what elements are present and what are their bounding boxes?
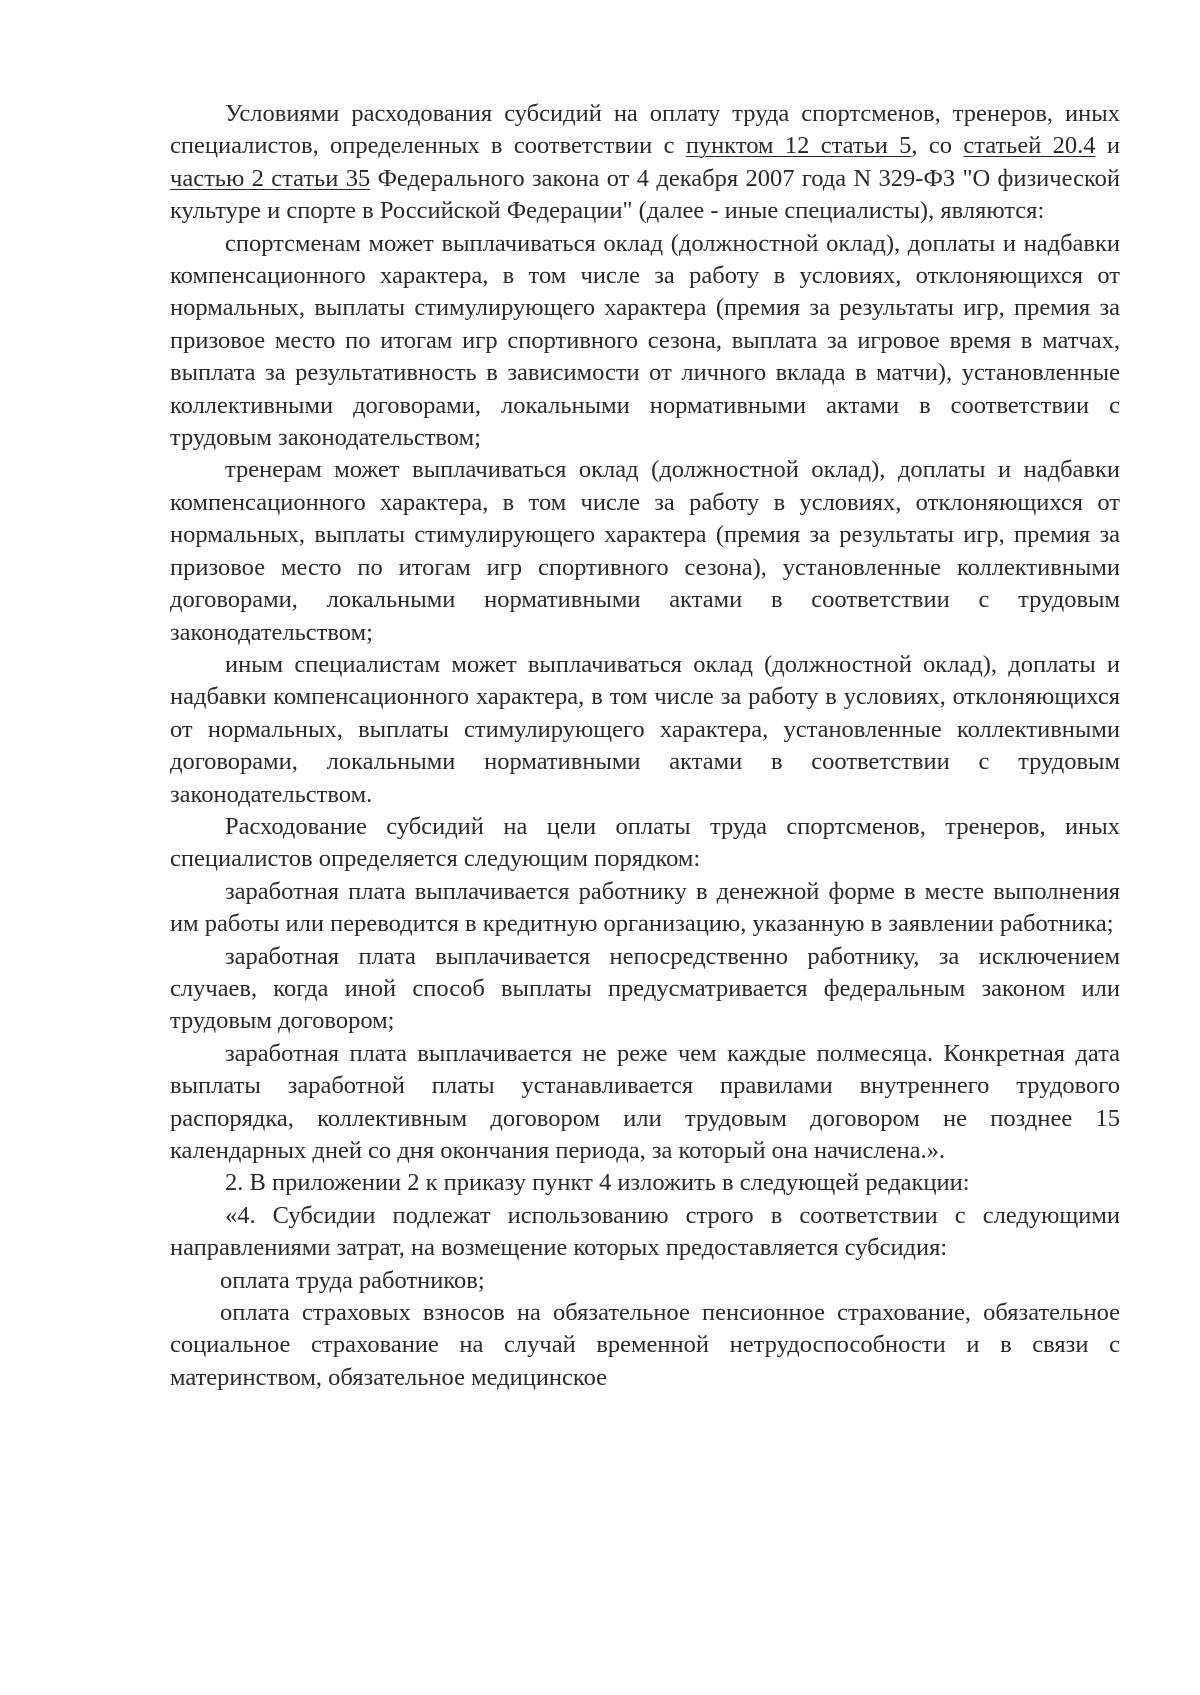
paragraph-wage-direct: заработная плата выплачивается непосредственно работнику, за исключением случаев, когда иной способ выплаты предусматривается федеральным законом или трудовым договором; bbox=[170, 942, 1120, 1035]
paragraph-other-specialists: иным специалистам может выплачиваться оклад (должностной оклад), доплаты и надбавки компенсационного характера, в том числе за работу в условиях, отклоняющихся от нормальных, выплаты стимулирующего характера, установленные коллективными договорами, локальными нормативными актами в соответствии с трудовым законодательством. bbox=[170, 650, 1120, 808]
paragraph-coaches: тренерам может выплачиваться оклад (должностной оклад), доплаты и надбавки компенсационного характера, в том числе за работу в условиях, отклоняющихся от нормальных, выплаты стимулирующего характера (премия за результаты игр, премия за призовое место по итогам игр спортивного сезона), установленные коллективными договорами, локальными нормативными актами в соответствии с трудовым законодательством; bbox=[170, 456, 1120, 646]
paragraph-insurance-payment: оплата страховых взносов на обязательное пенсионное страхование, обязательное социальное страхование на случай временной нетрудоспособности и в связи с материнством, обязательное медицинское bbox=[170, 1299, 1120, 1391]
law-reference-link: пунктом 12 статьи 5 bbox=[685, 132, 912, 160]
paragraph-wage-frequency: заработная плата выплачивается не реже чем каждые полмесяца. Конкретная дата выплаты заработной платы устанавливается правилами внутреннего трудового распорядка, коллективным договором или трудовым договором не позднее 15 календарных дней со дня окончания периода, за который она начислена.». bbox=[170, 1039, 1120, 1164]
conditions-text-start: Условиями расходования субсидий на оплату труда спортсменов, тренеров, иных специалистов, определенных в соответствии с bbox=[170, 100, 1120, 160]
document-body bbox=[170, 98, 1120, 1394]
paragraph-wage-form: заработная плата выплачивается работнику в денежной форме в месте выполнения им работы или переводится в кредитную организацию, указанную в заявлении работника; bbox=[170, 877, 1120, 938]
conditions-text-connector: и bbox=[1095, 132, 1120, 160]
conditions-text-end: Федерального закона от 4 декабря 2007 года N 329-ФЗ "О физической культуре и спорте в Российской Федерации" (далее - иные специалисты), являются: bbox=[170, 164, 1120, 225]
paragraph-item-2: 2. В приложении 2 к приказу пункт 4 изложить в следующей редакции: bbox=[225, 1169, 970, 1197]
paragraph-labor-payment: оплата труда работников; bbox=[220, 1266, 485, 1294]
paragraph-conditions bbox=[170, 98, 1120, 228]
paragraph-item-4: «4. Субсидии подлежат использованию строго в соответствии с следующими направлениями затрат, на возмещение которых предоставляется субсидия: bbox=[170, 1201, 1120, 1262]
paragraph-spending-order: Расходование субсидий на цели оплаты труда спортсменов, тренеров, иных специалистов определяется следующим порядком: bbox=[170, 812, 1120, 873]
law-reference-link: статьей 20.4 bbox=[963, 132, 1096, 160]
law-reference-link: частью 2 статьи 35 bbox=[170, 164, 371, 192]
conditions-text-connector: , со bbox=[911, 132, 964, 160]
paragraph-athletes: спортсменам может выплачиваться оклад (должностной оклад), доплаты и надбавки компенсационного характера, в том числе за работу в условиях, отклоняющихся от нормальных, выплаты стимулирующего характера (премия за результаты игр, премия за призовое место по итогам игр спортивного сезона, выплата за игровое время в матчах, выплата за результативность в зависимости от личного вклада в матчи), установленные коллективными договорами, локальными нормативными актами в соответствии с трудовым законодательством; bbox=[170, 229, 1120, 452]
